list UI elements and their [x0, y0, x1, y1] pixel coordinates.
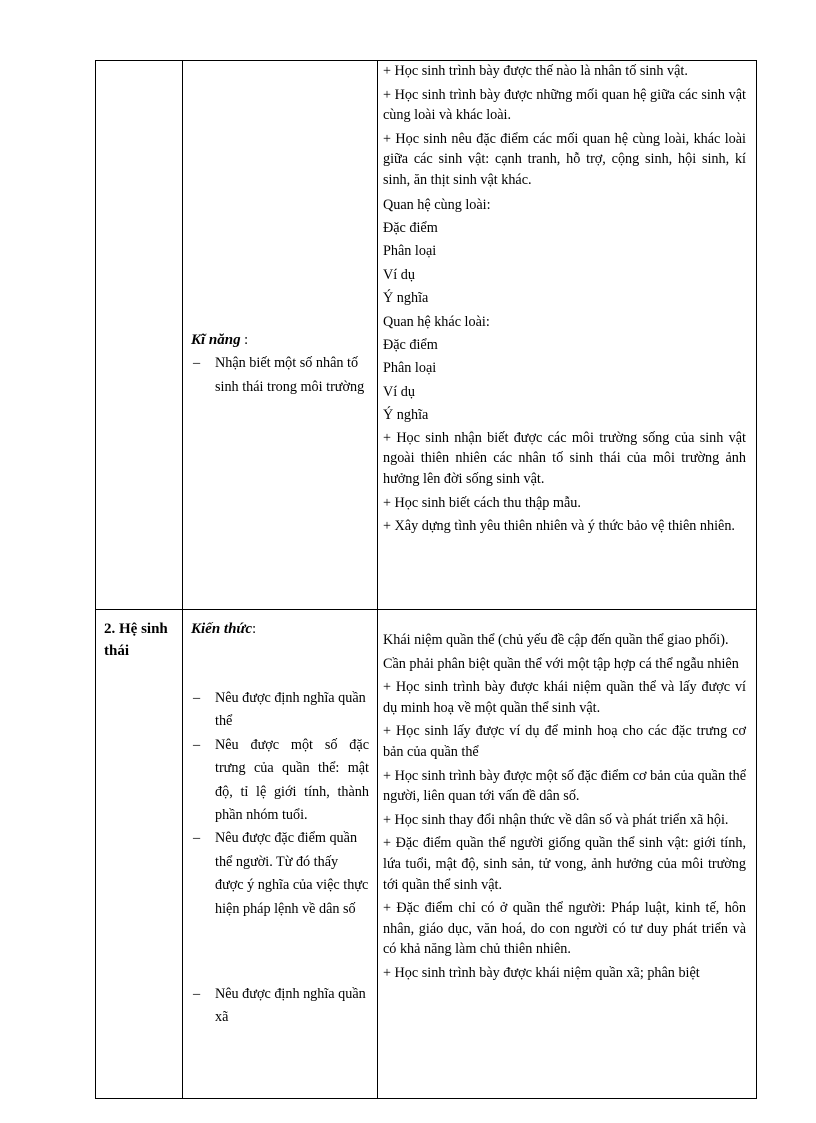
note-line: Đặc điểm [383, 219, 438, 236]
note-line: Đặc điểm [383, 337, 438, 353]
note-line: + Học sinh biết cách thu thập mẫu. [383, 495, 581, 512]
knowledge-item-text: Nêu được định nghĩa quần xã [215, 986, 366, 1026]
section-cell [96, 610, 183, 1099]
objectives-cell [183, 610, 378, 1099]
dash-bullet: – [193, 986, 201, 1003]
note-line: + Học sinh nhận biết được các môi trường sống của sinh vật ngoài thiên nhiên các nhân tố sinh thái của môi trường ảnh hưởng lên đời sống sinh vật. [383, 429, 746, 487]
note-line: + Đặc điểm quần thể người giống quần thể sinh vật: giới tính, lứa tuổi, mật độ, sinh sản, tử vong, ảnh hưởng của môi trường tới quần thể sinh vật. [383, 835, 746, 893]
knowledge-item-text: Nêu được định nghĩa quần thể [215, 690, 366, 730]
note-line: + Học sinh trình bày được thế nào là nhân tố sinh vật. [383, 63, 688, 79]
knowledge-colon: : [252, 621, 257, 637]
skill-item-text: Nhận biết một số nhân tố sinh thái trong môi trường [215, 355, 365, 395]
note-line: Ví dụ [383, 266, 415, 283]
note-line: + Học sinh trình bày được khái niệm quần xã; phân biệt [383, 964, 700, 981]
skill-colon: : [240, 332, 249, 348]
dash-bullet: – [193, 690, 201, 706]
note-line: + Học sinh trình bày được khái niệm quần thể và lấy được ví dụ minh hoạ về một quần thể sinh vật. [383, 679, 746, 716]
note-line: Ý nghĩa [383, 407, 429, 424]
note-line: Phân loại [383, 243, 437, 260]
section-cell [96, 61, 183, 610]
dash-bullet: – [193, 736, 201, 753]
note-line: Quan hệ khác loài: [383, 313, 490, 330]
note-line: + Xây dựng tình yêu thiên nhiên và ý thức bảo vệ thiên nhiên. [383, 517, 735, 534]
note-line: Quan hệ cùng loài: [383, 196, 491, 213]
knowledge-heading: Kiến thức [191, 621, 253, 637]
note-line: Phân loại [383, 360, 437, 377]
section-title: 2. Hệ sinh thái [104, 621, 168, 659]
note-line: + Học sinh nêu đặc điểm các mối quan hệ cùng loài, khác loài giữa các sinh vật: cạnh tranh, hỗ trợ, cộng sinh, hội sinh, kí sinh, ăn thịt sinh vật khác. [383, 130, 746, 188]
note-line: + Học sinh thay đổi nhận thức về dân số và phát triển xã hội. [383, 811, 729, 828]
dash-bullet: – [193, 830, 201, 847]
note-line: + Học sinh lấy được ví dụ để minh hoạ cho các đặc trưng cơ bản của quần thể [383, 723, 746, 760]
skill-heading: Kĩ năng [191, 332, 241, 348]
list-item [191, 734, 369, 828]
dash-bullet: – [193, 355, 201, 372]
note-line: + Đặc điểm chỉ có ở quần thể người: Pháp luật, kinh tế, hôn nhân, giáo dục, văn hoá, do con người có tư duy phát triển và có khả năng làm chủ thiên nhiên. [383, 900, 746, 958]
note-line: + Học sinh trình bày được một số đặc điểm cơ bản của quần thể người, liên quan tới vấn đề dân số. [383, 767, 746, 805]
note-line: + Học sinh trình bày được những mối quan hệ giữa các sinh vật cùng loài và khác loài. [383, 86, 746, 124]
table-row [96, 610, 757, 1099]
knowledge-item-text: Nêu được đặc điểm quần thể người. Từ đó thấy được ý nghĩa của việc thực hiện pháp lệnh về dân số [215, 830, 369, 917]
note-line: Cần phải phân biệt quần thể với một tập hợp cá thể ngẫu nhiên [383, 655, 739, 672]
list-item [191, 352, 369, 399]
notes-cell [378, 610, 757, 1099]
curriculum-table [95, 60, 757, 1099]
knowledge-item-text: Nêu được một số đặc trưng của quần thể: mật độ, tỉ lệ giới tính, thành phần nhóm tuổi. [215, 736, 369, 824]
note-line: Ý nghĩa [383, 290, 429, 307]
list-item [191, 983, 369, 1030]
list-item [191, 687, 369, 734]
table-row [96, 61, 757, 610]
note-line: Khái niệm quần thể (chủ yếu đề cập đến quần thể giao phối). [383, 632, 729, 648]
notes-cell [378, 61, 757, 610]
list-item [191, 827, 369, 921]
note-line: Ví dụ [383, 383, 415, 400]
objectives-cell [183, 61, 378, 610]
